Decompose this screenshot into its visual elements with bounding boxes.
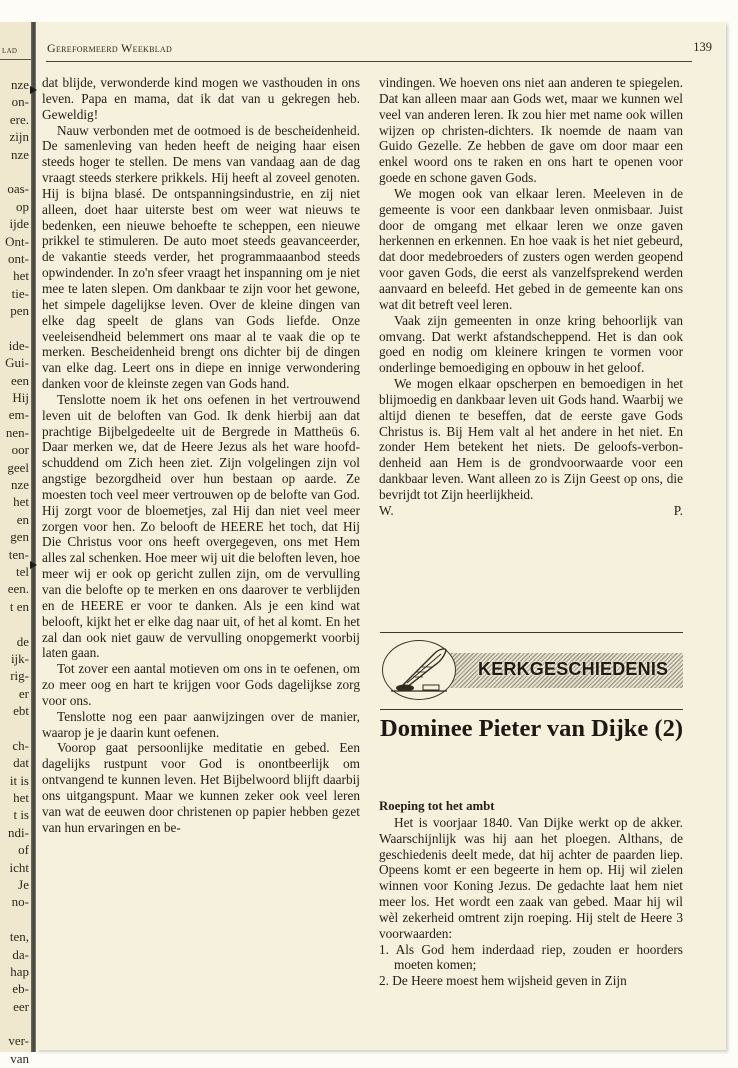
publication-title: Gereformeerd Weekblad <box>47 41 173 55</box>
previous-page-line-fragment: er <box>18 685 29 701</box>
previous-page-line-fragment: nze <box>10 476 29 492</box>
margin-marker <box>30 561 37 569</box>
previous-page-line-fragment: nze <box>10 146 29 162</box>
previous-page-line-fragment: eb- <box>12 981 29 997</box>
previous-page-line-fragment: ijk- <box>10 650 29 666</box>
previous-page-line-fragment: ten, <box>9 929 29 945</box>
previous-page-line-fragment: de <box>16 633 29 649</box>
signature-initial: P. <box>673 502 683 518</box>
previous-page-line-fragment: tel <box>16 563 29 579</box>
previous-page-line-fragment: nze <box>10 77 29 92</box>
paragraph: Tot zover een aantal motieven om ons in te oefenen, om zo meer oog en hart te krijgen voor Gods dagelijkse zorg voor ons. <box>42 661 360 708</box>
previous-page-line-fragment: hap <box>10 963 29 979</box>
paragraph: Het is voorjaar 1840. Van Dijke werkt op de akker. Waarschijnlijk was hij aan het ploegen. Althans, de geschiedenis deelt mede, dat hij achter de paarden liep. Opeens komt er een begeerte in hem op. Hij wil zielen winnen voor Koning Jezus. De gedachte laat hem niet meer los. Het wordt een zaak van gebed. Maar hij wil wèl zekerheid omtrent zijn roeping. Hij stelt de Heere 3 voorwaarden: <box>379 814 683 941</box>
previous-page-line-fragment: Je <box>18 876 29 892</box>
previous-page-line-fragment: it is <box>9 772 29 788</box>
previous-page-line-fragment: t en <box>9 598 29 614</box>
previous-page-line-fragment: icht <box>9 859 29 875</box>
previous-page-line-fragment: zijn <box>9 129 29 145</box>
previous-page-edge <box>0 22 31 1066</box>
paragraph: vindingen. We hoeven ons niet aan anderen te spiegelen. Dat kan alleen maar aan Gods wet, maar we kunnen wel veel van anderen leren. Ik zou hier met name ook willen wijzen op christen-dichters. Ik noemde de naam van Guido Gezelle. Ze hebben de gave om door maar een enkel woord ons te raken en ons hart te openen voor goede en schone gaven Gods. <box>379 75 683 186</box>
paragraph: Nauw verbonden met de ootmoed is de bescheidenheid. De samenleving van heden heeft de neiging haar eisen steeds hoger te stellen. De mens van vandaag aan de dag vraagt steeds sterkere prikkels. Hij heeft al zoveel genoten. Hij is bijna blasé. De ontspanningsindustrie, en zij niet alleen, doet haar uiterste best om weer wat nieuws te bedenken, een nieuwe behoefte te scheppen, een nieuwe prikkel te stimuleren. De auto moet steeds geavanceerder, de vakantie steeds verder, het programmaaanbod steeds opwindender. In zo'n sfeer vraagt het inspanning om je niet mee te laten slepen. Om dankbaar te zijn voor het gewone, het simpele dagelijkse leven. Over de kleine dingen van elke dag speelt de glans van Gods liefde. Onze veeleisendheid belemmert ons maar al te vaak die op te merken. Bescheidenheid brengt ons dichter bij de dingen van elke dag. Leert ons in diepe en innige verwondering danken voor de kleinste zegen van Gods hand. <box>42 122 360 392</box>
header-rule <box>46 61 692 62</box>
signature-initial: W. <box>379 502 394 518</box>
list-item: 2. De Heere moest hem wijsheid geven in Zijn <box>379 973 627 989</box>
previous-page-line-fragment: gen <box>10 529 29 545</box>
previous-page-line-fragment: ebt <box>13 703 29 719</box>
previous-page-line-endings <box>0 76 29 1067</box>
previous-page-line-fragment <box>0 163 29 180</box>
previous-page-line-fragment: Gui- <box>5 355 29 371</box>
section-rule-bottom <box>380 709 683 710</box>
previous-page-line-fragment <box>0 1015 29 1032</box>
previous-page-rule <box>0 59 31 60</box>
previous-page-line-fragment <box>0 911 29 928</box>
section-banner <box>380 637 683 707</box>
section-rule-top <box>380 632 683 633</box>
previous-page-line-fragment: rig- <box>10 668 29 684</box>
paragraph: Tenslotte nog een paar aanwijzingen over de manier, waarop je je daarin kunt oefenen. <box>42 708 360 740</box>
previous-page-line-fragment: ch- <box>12 737 29 753</box>
article-body <box>379 799 683 989</box>
previous-page-line-fragment: een <box>10 372 29 388</box>
section-title: KERKGESCHIEDENIS <box>478 659 669 679</box>
page-number: 139 <box>693 40 712 54</box>
article-subheading: Roeping tot het ambt <box>379 799 495 813</box>
previous-page-line-fragment: dat <box>13 755 29 771</box>
previous-page-line-fragment: da- <box>12 946 29 962</box>
previous-page-line-fragment: ont- <box>8 250 29 266</box>
previous-page-line-fragment: het <box>13 268 29 284</box>
right-column <box>379 75 683 519</box>
previous-page-line-fragment: oor <box>11 442 29 458</box>
previous-page-line-fragment: ijde <box>9 216 29 232</box>
previous-page-line-fragment: ere. <box>9 111 29 127</box>
article-title: Dominee Pieter van Dijke (2) <box>380 715 683 742</box>
previous-page-line-fragment: nen- <box>5 424 29 440</box>
previous-page-line-fragment: no- <box>11 894 29 910</box>
previous-page-line-fragment: het <box>13 494 29 510</box>
paragraph: Tenslotte noem ik het ons oefenen in het vertrouwend leven uit de beloften van God. Ik denk hierbij aan dat prachtige Bijbelgedeelte uit de Bergrede in Mattheüs 6. Daar merken we, dat de Heere Jezus als het ware hoofdschuddend om Zich heen ziet. Zijn volgelingen zijn vol angstige bezorgdheid over hun bestaan op aarde. Ze moesten toch veel meer vertrouwen op de belofte van God. Hij zorgt voor de bloemetjes, zal Hij dan niet veel meer zorgen voor hen. Zo belooft de HEERE het toch, dat Hij Die Christus voor ons heeft overgegeven, ons met Hem alles zal schenken. Hoe meer wij uit die beloften leven, hoe meer wij er ook op gericht zullen zijn, om de vervulling van die belofte op te merken en ons daarover te verblijden en de HEERE er voor te danken. Als je een kind wat belooft, kijkt het er elke dag naar uit, of het al komt. En het zal dan ook niet gauw de vervulling onopgemerkt voorbij laten gaan. <box>42 391 360 661</box>
paragraph: Voorop gaat persoonlijke meditatie en gebed. Een dagelijks rustpunt voor God is onontbeerlijk om ontvangend te kunnen leven. Het Bijbelwoord blijft daarbij ons uitgangspunt. Maar we kunnen zeker ook veel leren van wat de eeuwen door christenen op papier hebben gezet van hun ervaringen en be- <box>42 740 360 835</box>
quill-emblem <box>382 640 456 700</box>
paragraph: Vaak zijn gemeenten in onze kring behoorlijk van omvang. Dat werkt afstandscheppend. Het is dan ook goed en nodig om kleinere kringen te vormen voor onderlinge bemoediging en opbouw in het geloof. <box>379 312 683 376</box>
previous-page-line-fragment: of <box>18 842 29 858</box>
previous-page-line-fragment <box>0 615 29 632</box>
paragraph: We mogen ook van elkaar leren. Meeleven in de gemeente is voor een dankbaar leven onmisbaar. Juist door de omgang met elkaar leren we onze gaven herkennen en erkennen. En hoe vaak is het niet gebeurd, dat door medebroeders of zusters ogen werden geopend voor gaven Gods, die eerst als vanzelfsprekend werden aanvaard en beleefd. Het gebed in de gemeente kan ons wat dit betreft veel leren. <box>379 185 683 312</box>
previous-page-line-fragment: en <box>16 511 29 527</box>
previous-page-line-fragment: ide- <box>8 337 29 353</box>
previous-page-line-fragment: on- <box>11 94 29 110</box>
quill-inkpot-icon <box>383 641 455 699</box>
previous-page-line-fragment <box>0 319 29 336</box>
previous-page-line-fragment: het <box>13 790 29 806</box>
previous-page-line-fragment <box>0 719 29 736</box>
previous-page-line-fragment: ndi- <box>8 824 29 840</box>
paragraph: We mogen elkaar opscherpen en bemoedigen in het blijmoedig en dankbaar leven uit Gods hand. Waarbij we altijd dienen te beseffen, dat de eerste gave Gods Christus is. Bij Hem valt al het andere in het niet. En zonder Hem betekent het niets. De geloofs-verbondenheid aan Hem is de grondvoorwaarde voor een dankbaar leven. Want alleen zo is Zijn Geest op ons, die bevrijdt tot Zijn heerlijkheid. <box>379 376 683 502</box>
previous-page-line-fragment: t is <box>13 807 29 823</box>
previous-page-line-fragment: op <box>16 198 29 214</box>
previous-page-line-fragment: geel <box>7 459 29 475</box>
margin-marker <box>30 86 37 94</box>
previous-page-line-fragment: Ont- <box>5 233 29 249</box>
previous-page-line-fragment: tie- <box>11 285 29 301</box>
previous-page-line-fragment: eer <box>13 998 29 1014</box>
previous-page-line-fragment: oas- <box>7 181 29 197</box>
previous-page-line-fragment: em- <box>8 407 29 423</box>
previous-page-line-fragment: ten- <box>8 546 29 562</box>
previous-page-line-fragment: ver- <box>8 1033 29 1049</box>
list-item: 1. Als God hem inderdaad riep, zouden er hoorders moeten komen; <box>379 941 683 973</box>
signature <box>379 503 683 519</box>
previous-page-line-fragment: een. <box>7 581 29 597</box>
left-column <box>42 75 360 836</box>
paragraph: dat blijde, verwonderde kind mogen we vasthouden in ons leven. Papa en mama, dat ik dat van u gekregen heb. Geweldig! <box>42 75 360 122</box>
previous-page-line-fragment: pen <box>10 303 29 319</box>
previous-page-header: lad <box>2 45 18 56</box>
previous-page-line-fragment: van <box>10 1050 29 1066</box>
previous-page-line-fragment: Hij <box>12 390 29 406</box>
